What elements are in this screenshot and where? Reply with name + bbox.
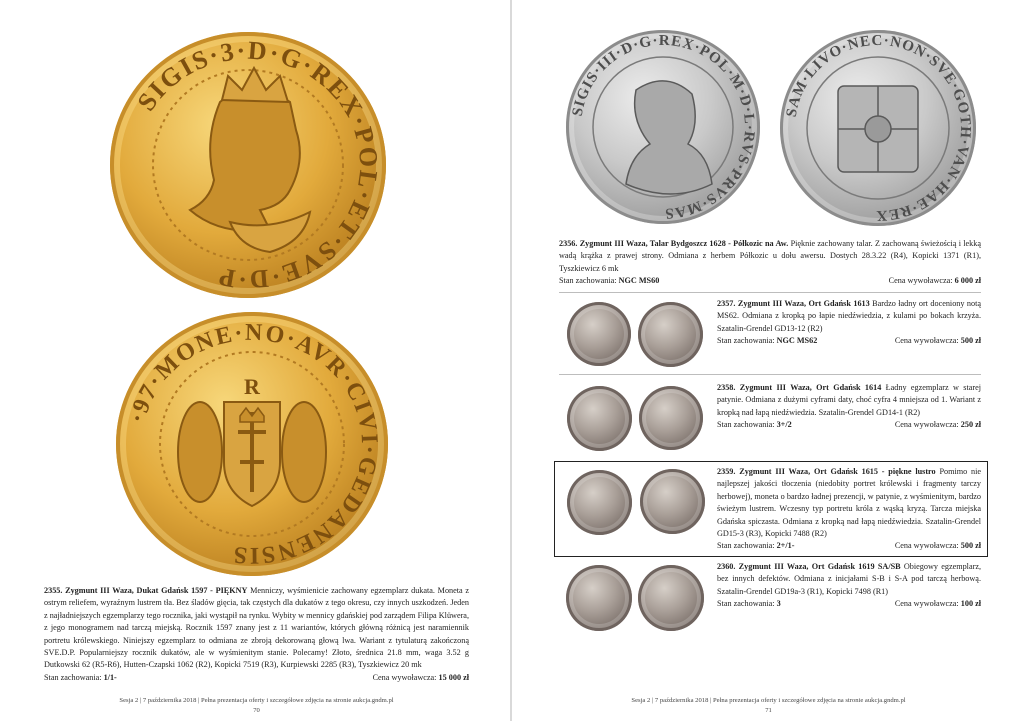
grade-label: Stan zachowania: bbox=[559, 276, 617, 286]
lot-price bbox=[895, 335, 981, 347]
lot-2359-grade-price-row bbox=[717, 540, 981, 552]
page-footer-left bbox=[44, 696, 469, 716]
lot-2356-grade-price-row bbox=[559, 275, 981, 287]
grade-label: Stan zachowania: bbox=[717, 599, 775, 609]
grade-label: Stan zachowania: bbox=[717, 420, 775, 430]
grade-value: 3+/2 bbox=[776, 420, 792, 430]
coin-ducat-reverse-image[interactable] bbox=[116, 312, 388, 576]
lot-2357 bbox=[717, 298, 981, 348]
coin-ort-1613-reverse-image[interactable] bbox=[638, 302, 703, 367]
grade-value: NGC MS62 bbox=[776, 336, 818, 346]
coin-ort-1613-obverse-image[interactable] bbox=[567, 302, 631, 366]
lot-2360 bbox=[717, 561, 981, 611]
thaler-obverse-art bbox=[566, 30, 760, 224]
lot-title: Zygmunt III Waza, Dukat Gdańsk 1597 - PIĘKNY bbox=[65, 586, 248, 595]
lot-2357-grade-price-row bbox=[717, 335, 981, 347]
lot-number: 2355. bbox=[44, 586, 63, 595]
thaler-reverse-art bbox=[780, 30, 976, 226]
catalog-page-left bbox=[0, 0, 511, 721]
lot-description: Obiegowy egzemplarz, bez innych defektów. Odmiana z inicjałami S-B i S-A pod tarczą herbową. Szatalin-Grendel GD19a-3 (R1), Kopicki 7498 (R1) bbox=[717, 562, 982, 596]
grade-label: Stan zachowania: bbox=[44, 672, 102, 682]
lot-description: Bardzo ładny ort doceniony notą MS62. Odmiana z kropką po łapie niedźwiedzia, z kulami po bokach krzyża. Szatalin-Grendel GD13-12 (R2) bbox=[717, 299, 982, 333]
lot-description: Pięknie zachowany talar. Z zachowaną świeżością i lekką wadą krążka z prawej strony. Odmiana z herbem Półkozic u dołu awersu. Dostych 28.3.22 (R4), Kopicki 1371 (R1), Tyszkiewicz 6 mk bbox=[559, 239, 981, 273]
ducat-reverse-legend: ·97·MONE·NO·AVR·CIVI·GEDANENSIS bbox=[124, 319, 383, 569]
price-label: Cena wywoławcza: bbox=[888, 276, 953, 286]
price-label: Cena wywoławcza: bbox=[894, 599, 959, 609]
ducat-obverse-art bbox=[110, 32, 386, 298]
lot-2355 bbox=[44, 585, 469, 684]
price-label: Cena wywoławcza: bbox=[894, 541, 959, 551]
page-footer-right bbox=[556, 696, 981, 716]
ducat-reverse-art bbox=[116, 312, 388, 576]
ducat-obverse-legend: SIGIS·3·D·G·REX·POL·ET·SVE·D·P bbox=[131, 35, 384, 295]
lot-2358 bbox=[717, 382, 981, 432]
lot-grade bbox=[717, 598, 781, 610]
lot-number: 2356. bbox=[559, 239, 578, 248]
price-value: 15 000 zł bbox=[438, 672, 469, 682]
lot-title: Zygmunt III Waza, Ort Gdańsk 1614 bbox=[739, 383, 882, 392]
lot-price bbox=[373, 672, 469, 684]
thaler-obverse-legend: SIGIS·III·D·G·REX·POL·M·D·L·RVS·PRVS·MAS bbox=[569, 32, 758, 222]
lot-number: 2357. bbox=[717, 299, 736, 308]
lot-2355-body bbox=[44, 585, 469, 672]
lot-price bbox=[895, 540, 981, 552]
lot-price bbox=[895, 419, 981, 431]
footer-text: Sesja 2 | 7 października 2018 | Pełna prezentacja oferty i szczegółowe zdjęcia na stronie aukcja.gndm.pl bbox=[119, 697, 394, 704]
thaler-reverse-legend: SAM·LIVO·NEC·NON·SVE·GOTH·VAN·HAE·REX bbox=[783, 32, 974, 224]
page-number: 71 bbox=[765, 707, 772, 714]
lot-title: Zygmunt III Waza, Ort Gdańsk 1615 - piękne lustro bbox=[739, 467, 936, 476]
coin-ort-1615-reverse-image[interactable] bbox=[640, 469, 705, 534]
lot-2359 bbox=[717, 466, 981, 553]
price-label: Cena wywoławcza: bbox=[372, 672, 437, 682]
lot-2357-body bbox=[717, 298, 981, 335]
svg-text:R: R bbox=[244, 374, 260, 399]
lot-2355-grade-price-row bbox=[44, 672, 469, 684]
lot-separator bbox=[559, 292, 981, 293]
price-value: 100 zł bbox=[960, 599, 981, 609]
lot-title: Zygmunt III Waza, Ort Gdańsk 1613 bbox=[737, 299, 870, 308]
coin-ort-1619-reverse-image[interactable] bbox=[638, 565, 704, 631]
grade-value: NGC MS60 bbox=[618, 276, 660, 286]
lot-grade bbox=[559, 275, 659, 287]
footer-text: Sesja 2 | 7 października 2018 | Pełna prezentacja oferty i szczegółowe zdjęcia na stronie aukcja.gndm.pl bbox=[631, 697, 906, 704]
lot-number: 2358. bbox=[717, 383, 736, 392]
coin-ort-1619-obverse-image[interactable] bbox=[566, 565, 632, 631]
coin-thaler-obverse-image[interactable] bbox=[566, 30, 760, 224]
lot-grade bbox=[717, 335, 817, 347]
lot-2356-body bbox=[559, 238, 981, 275]
price-value: 250 zł bbox=[960, 420, 981, 430]
coin-ort-1614-reverse-image[interactable] bbox=[639, 386, 703, 450]
price-label: Cena wywoławcza: bbox=[894, 420, 959, 430]
lot-grade bbox=[717, 540, 794, 552]
lot-number: 2359. bbox=[717, 467, 736, 476]
price-value: 500 zł bbox=[960, 541, 981, 551]
lot-description: Menniczy, wyśmienicie zachowany egzemplarz dukata. Moneta z ostrym reliefem, wyraźnym lustrem tła. Bez śladów gięcia, tak częstych dla dukatów z tego okresu, czy innych uszkodzeń. Jeden z najładniejszych egzemplarzy tego rocznika, jaki wystąpił na rynku. Wybity w mennicy gdańskiej pod zarządem Filipa Klüwera, z jego monogramem nad tarczą miejską. Rocznik 1597 znany jest z 11 wariantów, których główną różnicą jest naramiennik portretu królewskiego. Niniejszy egzemplarz to odmiana ze zbroją dekorowaną głową lwa. Wariant z tytulaturą zakończoną SVE.D.P. Popularniejszy rocznik dukatów, ale w wyśmienitym stanie. Polecamy! Złoto, średnica 21.8 mm, waga 3.52 g Dutkowski 62 (R5-R6), Hutten-Czapski 1062 (R2), Kopicki 7519 (R3), Kurpiewski 2285 (R3), Tyszkiewicz 20 mk bbox=[44, 586, 470, 670]
lot-2360-body bbox=[717, 561, 981, 598]
price-value: 6 000 zł bbox=[954, 276, 981, 286]
lot-number: 2360. bbox=[717, 562, 736, 571]
lot-title: Zygmunt III Waza, Ort Gdańsk 1619 SA/SB bbox=[738, 562, 901, 571]
coin-ort-1614-obverse-image[interactable] bbox=[567, 386, 632, 451]
lot-description: Ładny egzemplarz w starej patynie. Odmiana z dużymi cyframi daty, choć cyfra 4 mniejsza od 1. Wariant z kropką nad łapą niedźwiedzia. Szatalin-Grendel GD14-1 (R2) bbox=[717, 383, 982, 417]
lot-2358-grade-price-row bbox=[717, 419, 981, 431]
coin-thaler-reverse-image[interactable] bbox=[780, 30, 976, 226]
grade-value: 1/1- bbox=[103, 672, 117, 682]
lot-price bbox=[895, 598, 981, 610]
lot-description: Pomimo nie najlepszej jakości tłoczenia (niedobity portret królewski i fragmenty tarczy herbowej), moneta o bardzo ładnej prezencji, w patynie, z wyśmienitym, bardzo świeżym lustrem. Wczesny typ portretu króla z wąską kryzą. Tarcza miejska Gdańska spiczasta. Odmiana z kropką nad łapą niedźwiedzia. Szatalin-Grendel GD15-3 (R3), Kopicki 7488 (R2) bbox=[717, 467, 982, 539]
grade-value: 3 bbox=[776, 599, 781, 609]
page-number: 70 bbox=[253, 707, 260, 714]
lot-grade bbox=[44, 672, 117, 684]
lot-separator bbox=[559, 374, 981, 375]
coin-ort-1615-obverse-image[interactable] bbox=[567, 470, 632, 535]
lot-2358-body bbox=[717, 382, 981, 419]
catalog-page-right bbox=[512, 0, 1024, 721]
grade-value: 2+/1- bbox=[776, 541, 795, 551]
price-label: Cena wywoławcza: bbox=[894, 336, 959, 346]
lot-2356 bbox=[559, 238, 981, 288]
lot-2360-grade-price-row bbox=[717, 598, 981, 610]
price-value: 500 zł bbox=[960, 336, 981, 346]
coin-ducat-obverse-image[interactable] bbox=[110, 32, 386, 298]
lot-grade bbox=[717, 419, 792, 431]
lot-price bbox=[889, 275, 981, 287]
grade-label: Stan zachowania: bbox=[717, 336, 775, 346]
lot-2359-body bbox=[717, 466, 981, 540]
lot-title: Zygmunt III Waza, Talar Bydgoszcz 1628 - Półkozic na Aw. bbox=[579, 239, 789, 248]
grade-label: Stan zachowania: bbox=[717, 541, 775, 551]
